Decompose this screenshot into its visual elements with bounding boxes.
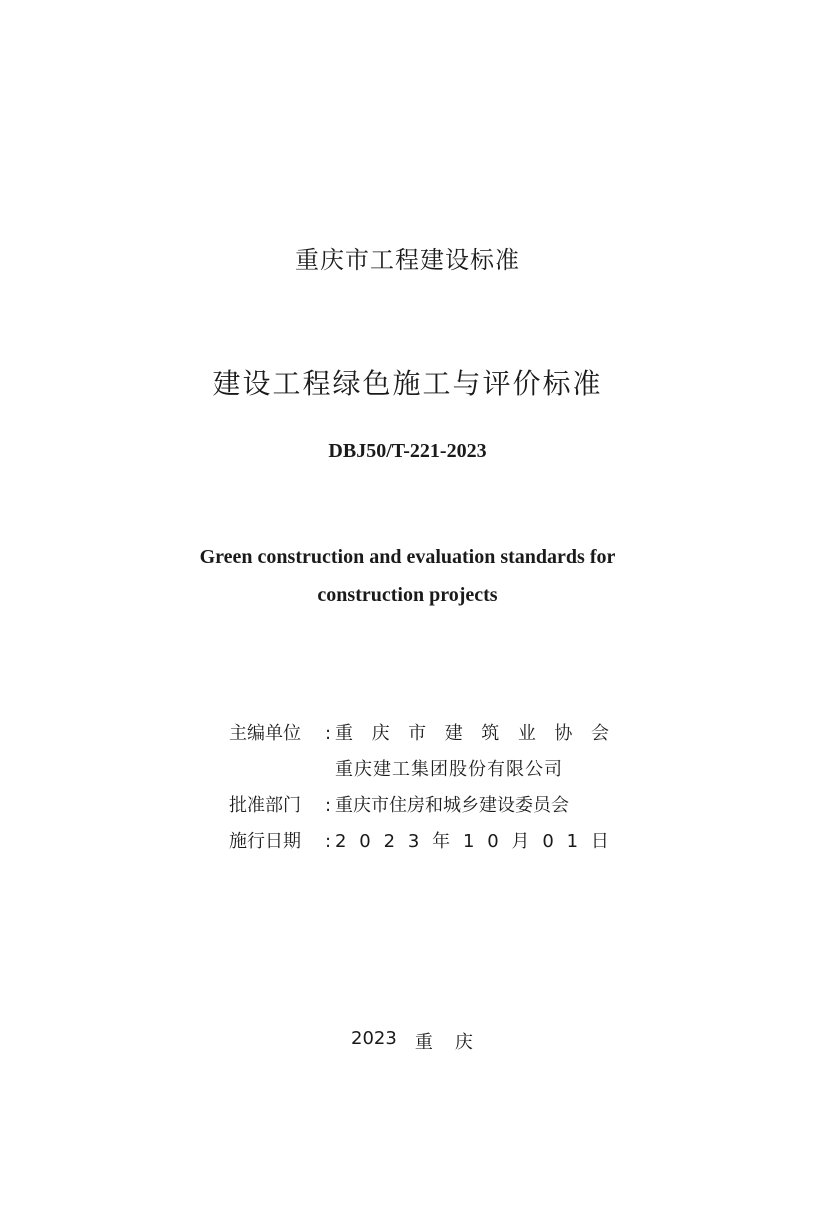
effective-date-char: 2 bbox=[383, 831, 396, 852]
effective-date-char: 3 bbox=[407, 831, 420, 852]
editor-unit-1-char: 协 bbox=[554, 723, 573, 744]
approval-department-separator: : bbox=[325, 795, 332, 816]
approval-department-label: 批准部门 bbox=[229, 795, 301, 816]
editor-unit-2: 重庆建工集团股份有限公司 bbox=[335, 759, 563, 780]
publication-year: 2023 bbox=[351, 1028, 397, 1049]
effective-date-label: 施行日期 bbox=[229, 831, 301, 852]
effective-date-char: 0 bbox=[487, 831, 499, 852]
document-title-english-line-1: Green construction and evaluation standards for bbox=[199, 546, 616, 568]
effective-date-row bbox=[229, 826, 609, 862]
publication-city-char: 庆 bbox=[454, 1032, 473, 1053]
effective-date-char: 日 bbox=[590, 831, 609, 852]
standard-series-heading: 重庆市工程建设标准 bbox=[295, 246, 520, 274]
editor-unit-1 bbox=[335, 718, 609, 754]
effective-date-char: 月 bbox=[511, 831, 530, 852]
editor-unit-1-char: 市 bbox=[408, 723, 427, 744]
document-title-english-line-2: construction projects bbox=[317, 584, 498, 606]
effective-date-char: 0 bbox=[359, 831, 371, 852]
editor-unit-label: 主编单位 bbox=[229, 723, 301, 744]
effective-date-char: 1 bbox=[566, 831, 579, 852]
editor-unit-separator: : bbox=[325, 723, 332, 744]
document-title-chinese: 建设工程绿色施工与评价标准 bbox=[212, 367, 603, 400]
publication-footer bbox=[351, 1028, 473, 1054]
effective-date-separator: : bbox=[325, 831, 332, 852]
effective-date-value bbox=[335, 826, 609, 862]
effective-date-char: 2 bbox=[335, 831, 347, 852]
approval-department-row bbox=[229, 790, 609, 826]
editor-unit-1-char: 业 bbox=[517, 723, 536, 744]
editor-unit-1-char: 会 bbox=[590, 723, 609, 744]
publication-city-char: 重 bbox=[414, 1032, 433, 1053]
standard-code: DBJ50/T-221-2023 bbox=[328, 440, 487, 462]
editor-unit-1-char: 筑 bbox=[481, 723, 500, 744]
editor-unit-row bbox=[229, 718, 609, 754]
editor-unit-1-char: 建 bbox=[444, 723, 463, 744]
editor-unit-2-row bbox=[229, 754, 609, 790]
effective-date-char: 0 bbox=[542, 831, 554, 852]
effective-date-char: 年 bbox=[432, 831, 451, 852]
effective-date-char: 1 bbox=[462, 831, 475, 852]
approval-department-value: 重庆市住房和城乡建设委员会 bbox=[335, 795, 569, 816]
publication-info-block bbox=[229, 718, 609, 862]
editor-unit-1-char: 庆 bbox=[371, 723, 390, 744]
editor-unit-1-char: 重 bbox=[335, 723, 353, 744]
